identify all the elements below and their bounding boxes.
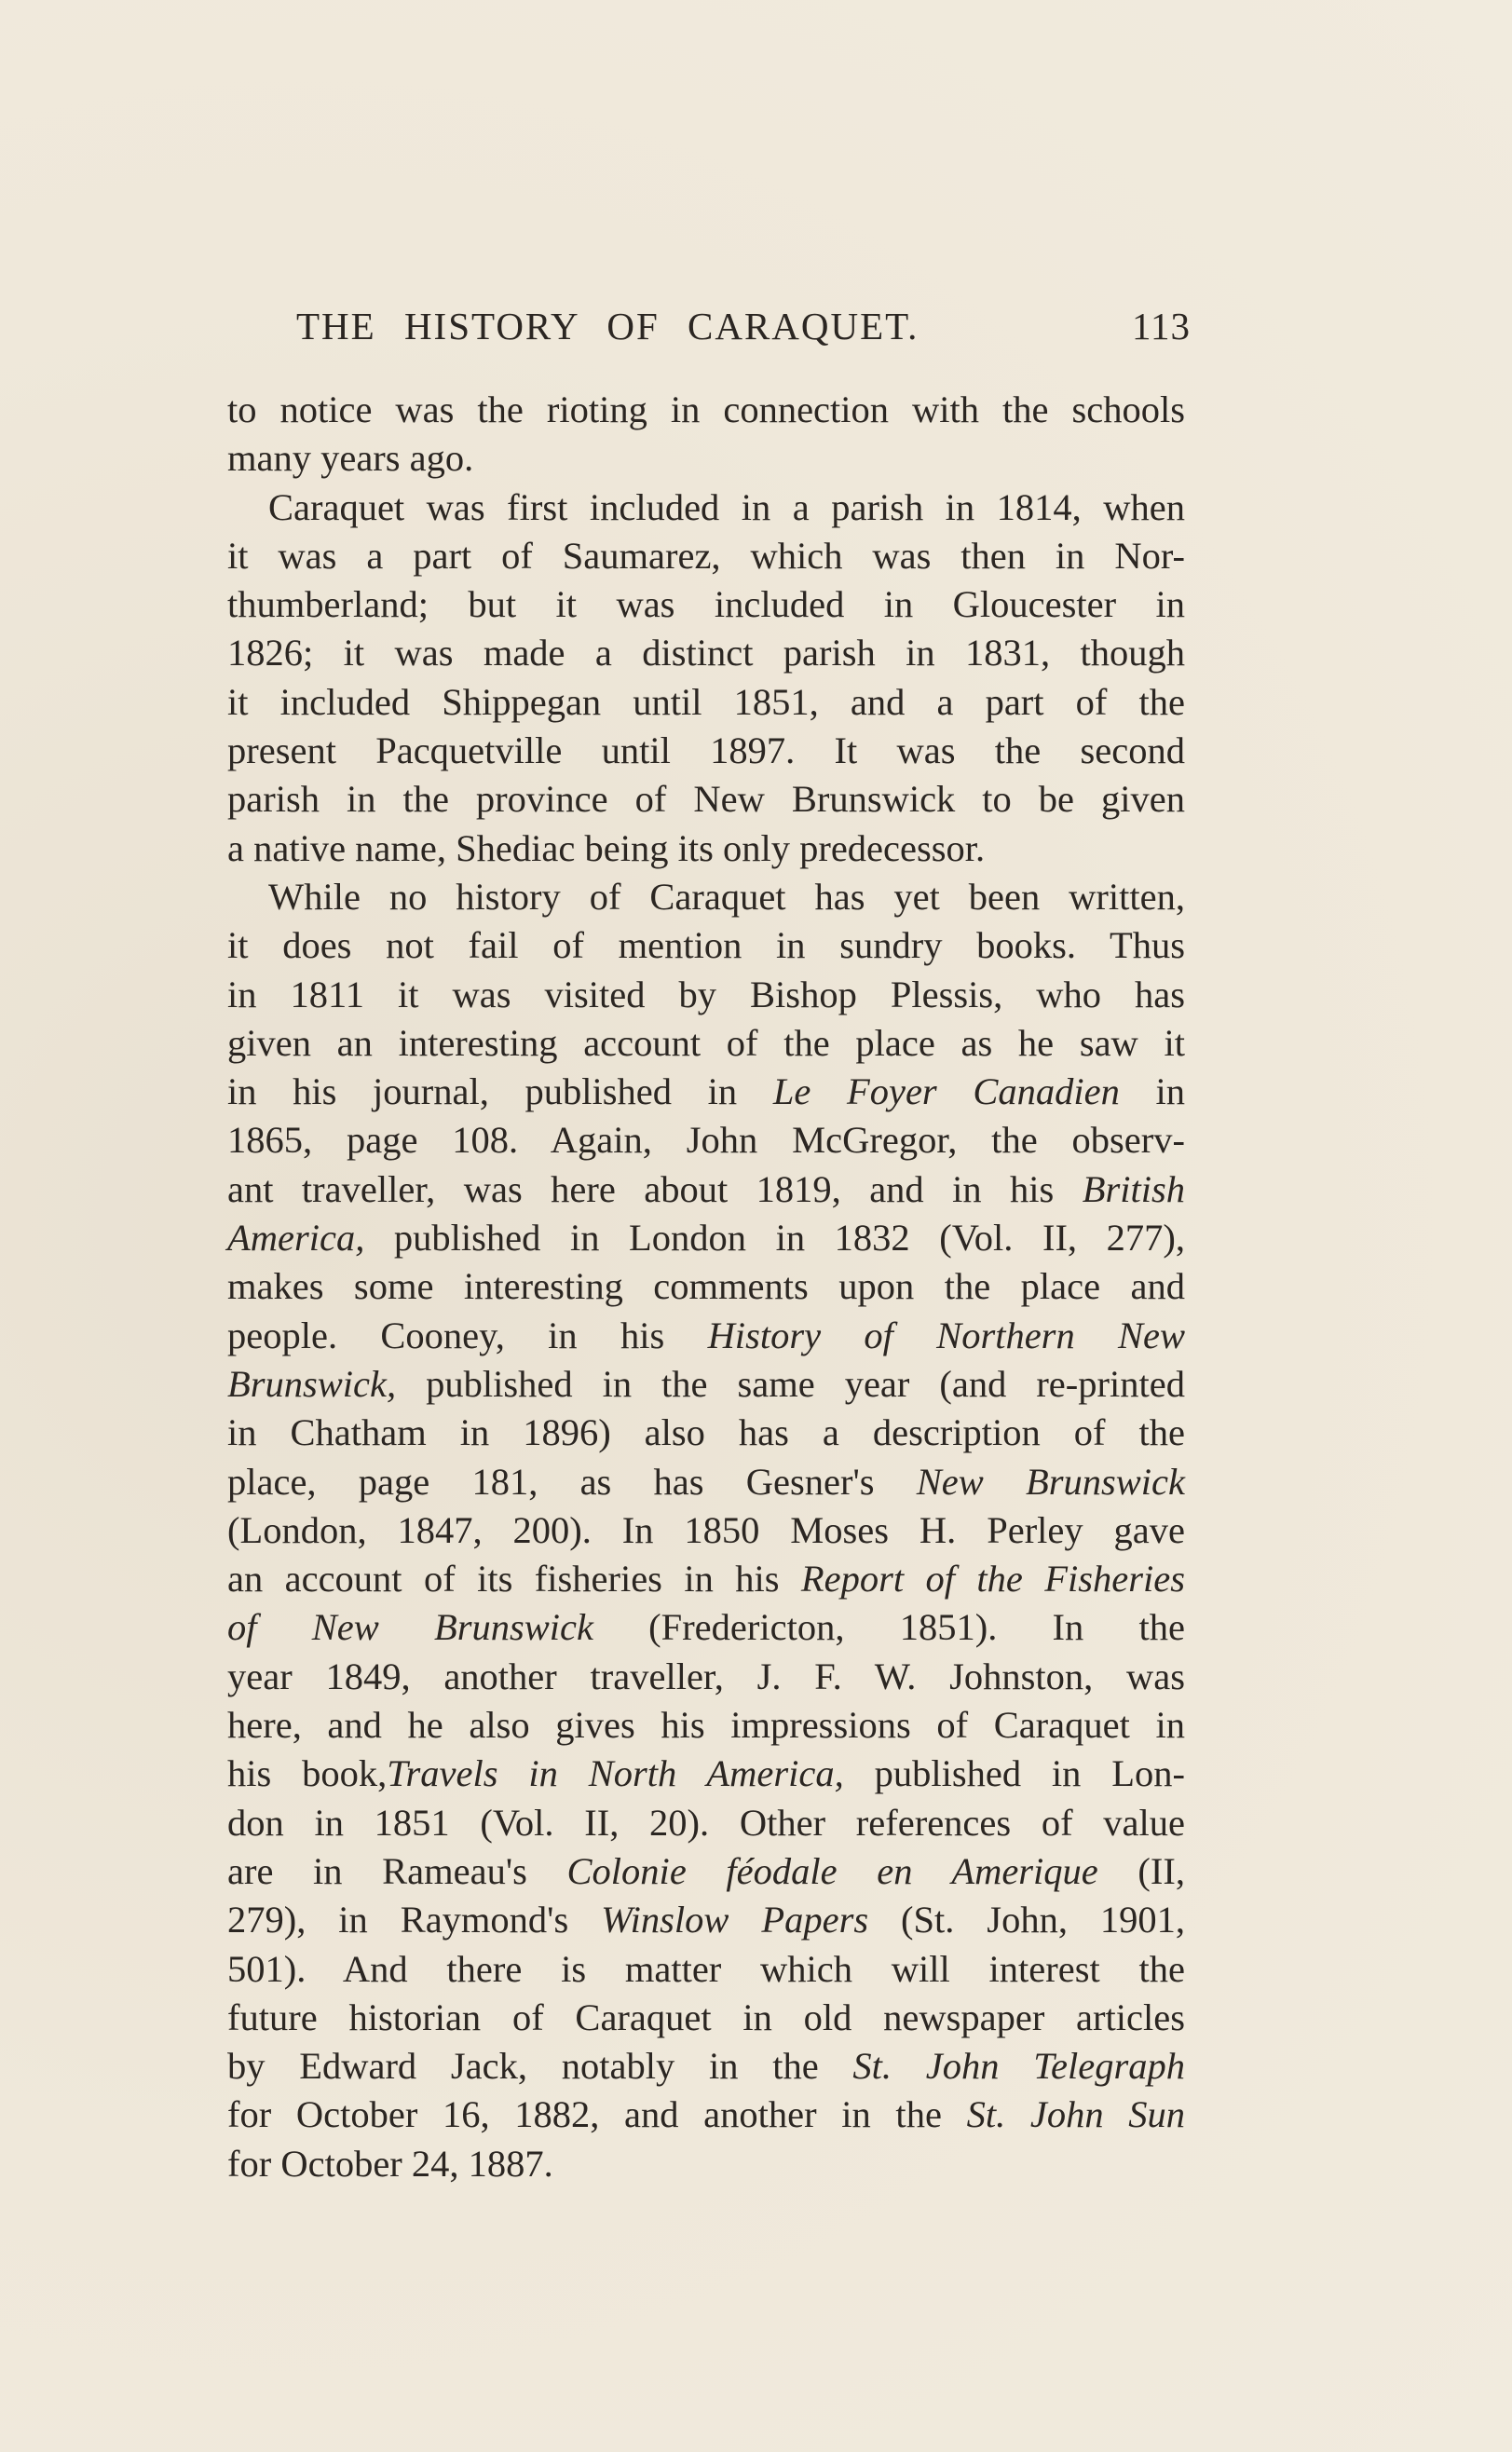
running-head-title: THE HISTORY OF CARAQUET. xyxy=(296,305,919,347)
italic-title: Colonie féodale en Amerique xyxy=(566,1849,1098,1892)
italic-title: Le Foyer Canadien xyxy=(772,1070,1120,1113)
line-text: in xyxy=(1119,1070,1185,1113)
line-text: it was a part of Saumarez, which was then in Nor- xyxy=(227,534,1185,577)
text-line xyxy=(227,1603,1185,1652)
italic-title: Winslow Papers xyxy=(601,1899,869,1941)
running-head xyxy=(296,304,1191,348)
line-text: (II, xyxy=(1097,1849,1185,1892)
text-line xyxy=(227,1555,1185,1603)
line-text: (Fredericton, 1851). In the xyxy=(593,1606,1185,1649)
text-line xyxy=(227,1458,1185,1506)
line-text: Caraquet was first included in a parish in 1814, when xyxy=(268,485,1185,528)
line-text: ant traveller, was here about 1819, and in his xyxy=(227,1167,1083,1210)
line-text: an account of its fisheries in his xyxy=(227,1558,801,1601)
text-line xyxy=(227,678,1185,727)
line-text: given an interesting account of the place as he saw it xyxy=(227,1021,1185,1064)
line-text: place, page 181, as has Gesner's xyxy=(227,1460,917,1503)
text-line xyxy=(227,727,1185,775)
text-line xyxy=(227,1019,1185,1068)
line-text: present Pacquetville until 1897. It was the second xyxy=(227,729,1185,772)
text-line xyxy=(227,1506,1185,1555)
body-text xyxy=(227,386,1185,2188)
line-text: are in Rameau's xyxy=(227,1849,567,1892)
line-text: year 1849, another traveller, J. F. W. Johnston, was xyxy=(227,1655,1185,1697)
line-text: a native name, Shediac being its only predecessor. xyxy=(227,826,986,869)
italic-title: Report of the Fisheries xyxy=(800,1558,1186,1601)
line-text: 1865, page 108. Again, John McGregor, the observ- xyxy=(227,1119,1185,1162)
line-text: thumberland; but it was included in Gloucester in xyxy=(227,583,1185,626)
text-line xyxy=(227,971,1185,1019)
text-line xyxy=(227,434,1185,483)
text-line xyxy=(227,1214,1185,1262)
line-text: for October 24, 1887. xyxy=(227,2142,553,2185)
text-line xyxy=(227,2091,1185,2139)
text-line xyxy=(227,921,1185,970)
text-line xyxy=(227,1360,1185,1409)
italic-title: St. John Sun xyxy=(966,2093,1185,2136)
text-line xyxy=(227,1312,1185,1360)
line-text: to notice was the rioting in connection with the schools xyxy=(227,388,1185,430)
text-line xyxy=(227,1653,1185,1701)
text-line xyxy=(227,532,1185,580)
italic-title: Brunswick, xyxy=(227,1362,397,1405)
line-text: his book, xyxy=(227,1752,388,1795)
text-line xyxy=(227,1945,1185,1994)
text-line xyxy=(227,1701,1185,1750)
line-text: 1826; it was made a distinct parish in 1831, though xyxy=(227,632,1185,674)
line-text: While no history of Caraquet has yet been written, xyxy=(268,875,1185,918)
page-number: 113 xyxy=(1132,305,1191,347)
line-text: many years ago. xyxy=(227,437,474,480)
italic-title: St. John Telegraph xyxy=(852,2045,1185,2088)
line-text: future historian of Caraquet in old newspaper articles xyxy=(227,1996,1185,2038)
text-line xyxy=(227,824,1185,873)
text-line xyxy=(227,1799,1185,1847)
text-line xyxy=(227,484,1185,532)
line-text: in his journal, published in xyxy=(227,1070,773,1113)
line-text: for October 16, 1882, and another in the xyxy=(227,2093,967,2136)
text-line xyxy=(227,1750,1185,1798)
line-text: (St. John, 1901, xyxy=(868,1899,1185,1941)
line-text: 279), in Raymond's xyxy=(227,1899,602,1941)
text-line xyxy=(227,873,1185,921)
text-line xyxy=(227,629,1185,677)
text-line xyxy=(227,1165,1185,1214)
line-text: makes some interesting comments upon the place and xyxy=(227,1265,1185,1308)
text-line xyxy=(227,2042,1185,2091)
text-line xyxy=(227,1896,1185,1944)
line-text: it included Shippegan until 1851, and a part of the xyxy=(227,680,1185,723)
italic-title: Travels in North America, xyxy=(387,1752,844,1795)
line-text: published in Lon- xyxy=(843,1752,1186,1795)
text-line xyxy=(227,1116,1185,1165)
line-text: in 1811 it was visited by Bishop Plessis, who has xyxy=(227,973,1185,1015)
italic-title: America, xyxy=(227,1217,365,1260)
text-line xyxy=(227,386,1185,434)
line-text: (London, 1847, 200). In 1850 Moses H. Perley gave xyxy=(227,1508,1185,1551)
text-line xyxy=(227,1409,1185,1457)
line-text: published in the same year (and re-printed xyxy=(396,1362,1185,1405)
line-text: by Edward Jack, notably in the xyxy=(227,2045,853,2088)
italic-title: History of Northern New xyxy=(707,1314,1185,1356)
line-text: published in London in 1832 (Vol. II, 277), xyxy=(364,1217,1185,1260)
line-text: it does not fail of mention in sundry books. Thus xyxy=(227,924,1185,967)
line-text: parish in the province of New Brunswick to be given xyxy=(227,778,1185,821)
text-line xyxy=(227,1262,1185,1311)
text-line xyxy=(227,775,1185,824)
line-text: here, and he also gives his impressions of Caraquet in xyxy=(227,1704,1185,1747)
text-line xyxy=(227,1847,1185,1896)
line-text: people. Cooney, in his xyxy=(227,1314,708,1356)
line-text: 501). And there is matter which will interest the xyxy=(227,1947,1185,1990)
text-line xyxy=(227,1994,1185,2042)
line-text: don in 1851 (Vol. II, 20). Other references of value xyxy=(227,1801,1185,1844)
italic-title: New Brunswick xyxy=(916,1460,1185,1503)
line-text: in Chatham in 1896) also has a description of the xyxy=(227,1411,1185,1454)
paper-smudge xyxy=(540,1798,550,1807)
italic-title: British xyxy=(1082,1167,1185,1210)
text-line xyxy=(227,2140,1185,2188)
text-line xyxy=(227,580,1185,629)
text-line xyxy=(227,1068,1185,1116)
italic-title: of New Brunswick xyxy=(227,1606,593,1649)
